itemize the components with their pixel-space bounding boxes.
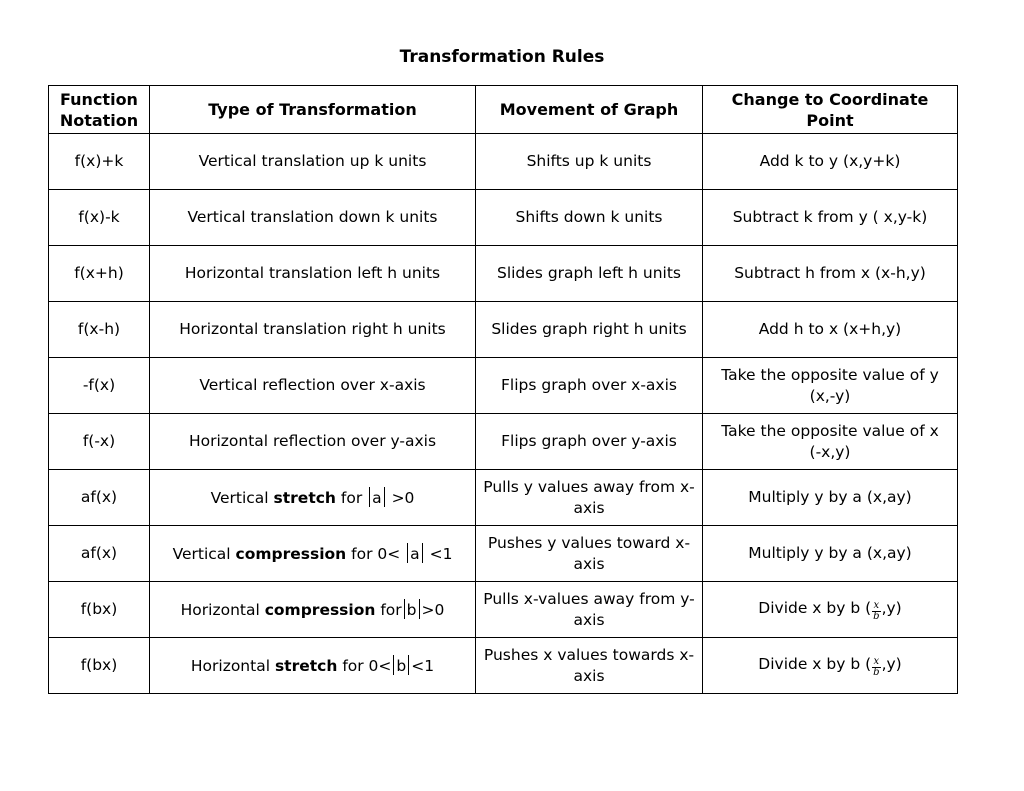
function-notation-cell: f(-x): [49, 414, 150, 470]
change-coordinate: (-x,y): [809, 442, 851, 461]
fraction-denominator: b: [873, 666, 880, 678]
table-row: [49, 190, 958, 246]
table-row: [49, 470, 958, 526]
graph-movement-cell: Flips graph over x-axis: [476, 358, 703, 414]
absolute-value-bar: [404, 599, 405, 619]
transformation-type-cell: [150, 638, 476, 694]
transformation-type-cell: [150, 358, 476, 414]
fraction-numerator: x: [873, 599, 880, 611]
change-text: Subtract k from y ( x,y-k): [732, 208, 928, 226]
table-row: [49, 638, 958, 694]
absolute-value-bar: [393, 655, 394, 675]
type-condition: for 0<: [337, 656, 392, 675]
graph-movement-cell: Shifts up k units: [476, 134, 703, 190]
type-text: Vertical translation up k units: [198, 152, 427, 170]
coordinate-change-cell: [703, 134, 958, 190]
type-inequality: >0: [421, 600, 445, 619]
absolute-value-bar: [408, 655, 409, 675]
coordinate-change-cell: [703, 638, 958, 694]
type-text: Horizontal translation left h units: [184, 264, 441, 282]
function-notation-cell: f(x)-k: [49, 190, 150, 246]
absolute-value-bar: [422, 543, 423, 563]
absolute-value-bar: [384, 487, 385, 507]
graph-movement-cell: Pulls y values away from x-axis: [476, 470, 703, 526]
coordinate-change-cell: [703, 190, 958, 246]
absolute-value-variable: b: [406, 600, 417, 619]
transformation-type-cell: [150, 582, 476, 638]
header-function-notation: Function Notation: [49, 86, 150, 134]
change-text: Take the opposite value of x: [721, 421, 939, 440]
graph-movement-cell: Slides graph left h units: [476, 246, 703, 302]
function-notation-cell: af(x): [49, 526, 150, 582]
transformation-type-cell: [150, 246, 476, 302]
type-text: Horizontal reflection over y-axis: [188, 432, 437, 450]
graph-movement-cell: Slides graph right h units: [476, 302, 703, 358]
coordinate-change-cell: [703, 302, 958, 358]
table-row: [49, 582, 958, 638]
function-notation-cell: f(bx): [49, 638, 150, 694]
change-text: Add h to x (x+h,y): [758, 320, 902, 338]
transformation-type-cell: [150, 470, 476, 526]
coordinate-change-cell: [703, 470, 958, 526]
header-type-of-transformation: Type of Transformation: [150, 86, 476, 134]
table-row: [49, 526, 958, 582]
change-text: Take the opposite value of y: [721, 365, 939, 384]
function-notation-cell: f(x+h): [49, 246, 150, 302]
coordinate-change-cell: [703, 526, 958, 582]
type-inequality: <1: [424, 544, 453, 563]
fraction-x-over-b: [872, 601, 880, 622]
type-condition: for: [375, 600, 402, 619]
change-coordinate: (x,-y): [809, 386, 851, 405]
transformation-type-cell: [150, 526, 476, 582]
coordinate-change-cell: [703, 358, 958, 414]
absolute-value-bar: [407, 543, 408, 563]
type-inequality: >0: [386, 488, 415, 507]
table-row: [49, 414, 958, 470]
fraction-numerator: x: [873, 655, 880, 667]
graph-movement-cell: Flips graph over y-axis: [476, 414, 703, 470]
change-text: Divide x by b (: [758, 598, 872, 617]
table-row: [49, 246, 958, 302]
type-text: Vertical: [210, 488, 274, 507]
type-text: Vertical reflection over x-axis: [199, 376, 426, 394]
absolute-value-variable: a: [372, 488, 382, 507]
change-text: Multiply y by a (x,ay): [748, 544, 912, 562]
change-text: Divide x by b (: [758, 654, 872, 673]
absolute-value-variable: a: [410, 544, 420, 563]
type-condition: for: [335, 488, 368, 507]
coordinate-change-cell: [703, 582, 958, 638]
page-title: Transformation Rules: [399, 47, 605, 67]
graph-movement-cell: Pulls x-values away from y-axis: [476, 582, 703, 638]
coordinate-change-cell: [703, 414, 958, 470]
header-movement-of-graph: Movement of Graph: [476, 86, 703, 134]
change-tail: ,y): [881, 654, 902, 673]
type-emphasis: compression: [235, 544, 347, 563]
fraction-denominator: b: [873, 610, 880, 622]
change-text: Subtract h from x (x-h,y): [734, 264, 926, 282]
function-notation-cell: f(bx): [49, 582, 150, 638]
function-notation-cell: -f(x): [49, 358, 150, 414]
transformation-rules-table: [48, 85, 958, 694]
absolute-value-bar: [369, 487, 370, 507]
change-tail: ,y): [881, 598, 902, 617]
function-notation-cell: f(x)+k: [49, 134, 150, 190]
transformation-type-cell: [150, 302, 476, 358]
fraction-x-over-b: [872, 657, 880, 678]
function-notation-cell: f(x-h): [49, 302, 150, 358]
table-header-row: [49, 86, 958, 134]
graph-movement-cell: Shifts down k units: [476, 190, 703, 246]
type-text: Vertical: [172, 544, 236, 563]
type-emphasis: stretch: [274, 656, 338, 675]
graph-movement-cell: Pushes y values toward x-axis: [476, 526, 703, 582]
type-emphasis: stretch: [273, 488, 336, 507]
transformation-type-cell: [150, 190, 476, 246]
type-condition: for 0<: [346, 544, 406, 563]
table-row: [49, 358, 958, 414]
graph-movement-cell: Pushes x values towards x-axis: [476, 638, 703, 694]
function-notation-cell: af(x): [49, 470, 150, 526]
transformation-type-cell: [150, 414, 476, 470]
type-text: Vertical translation down k units: [187, 208, 438, 226]
type-inequality: <1: [411, 656, 435, 675]
type-emphasis: compression: [264, 600, 376, 619]
absolute-value-variable: b: [396, 656, 407, 675]
change-text: Multiply y by a (x,ay): [748, 488, 912, 506]
type-text: Horizontal: [190, 656, 275, 675]
coordinate-change-cell: [703, 246, 958, 302]
type-text: Horizontal translation right h units: [179, 320, 446, 338]
table-row: [49, 302, 958, 358]
transformation-type-cell: [150, 134, 476, 190]
absolute-value-bar: [419, 599, 420, 619]
table-row: [49, 134, 958, 190]
header-change-to-coordinate-point: Change to Coordinate Point: [703, 86, 958, 134]
type-text: Horizontal: [180, 600, 265, 619]
change-text: Add k to y (x,y+k): [759, 152, 901, 170]
table-body: [49, 134, 958, 694]
